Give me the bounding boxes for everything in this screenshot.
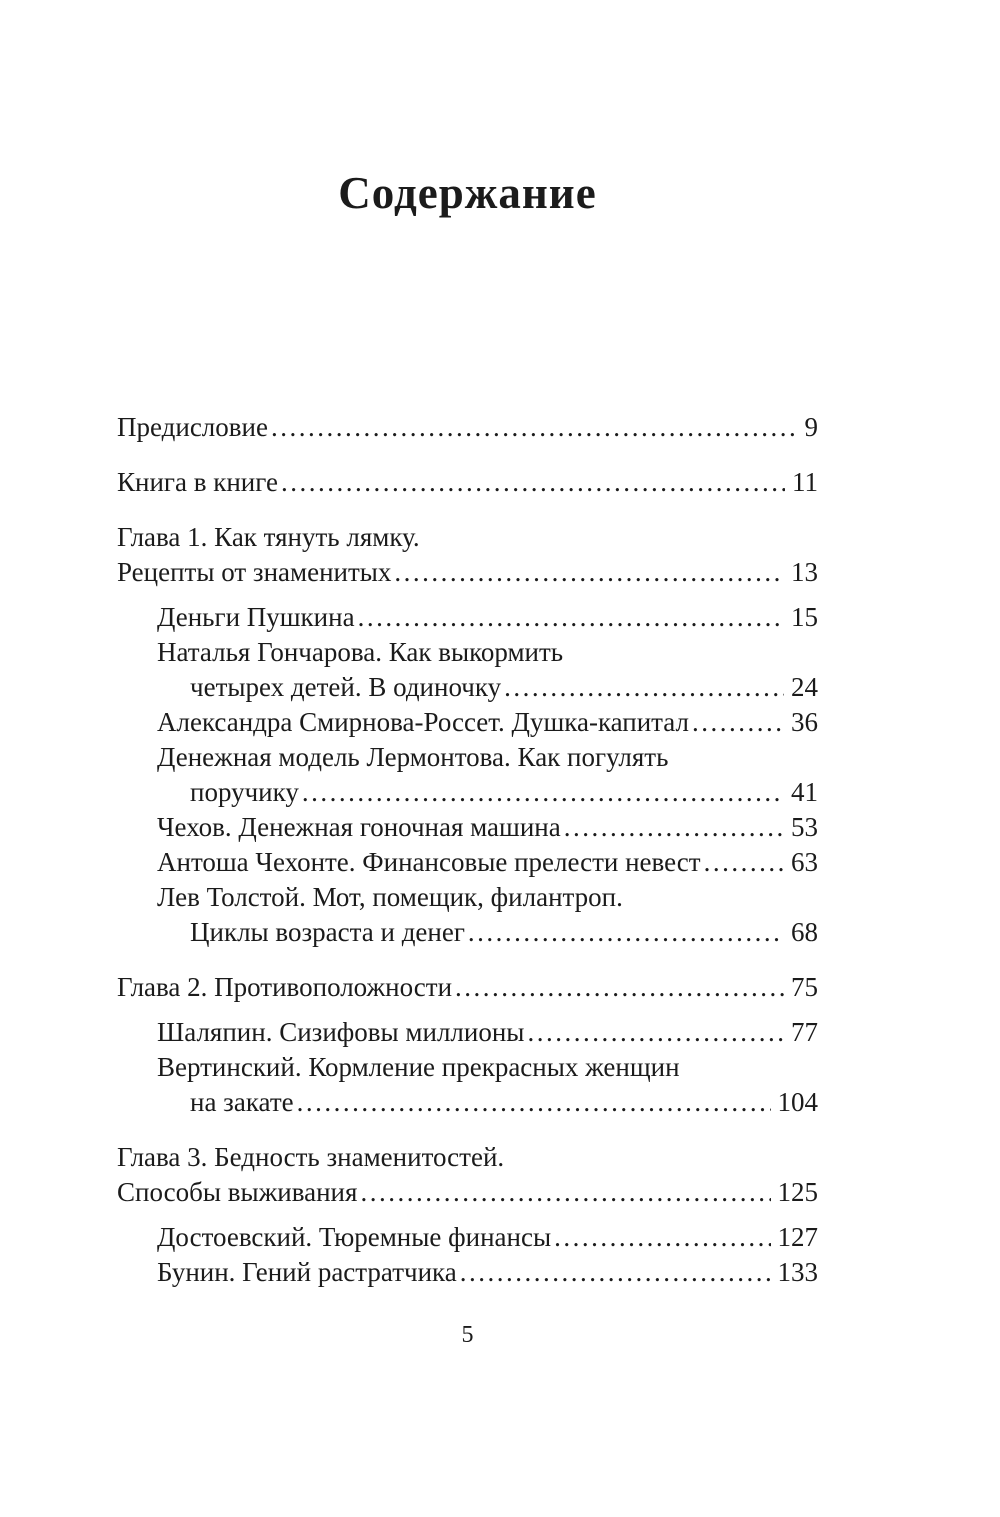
toc-page-number: 41 bbox=[791, 777, 818, 807]
toc-entry-title: четырех детей. В одиночку bbox=[190, 672, 502, 702]
toc-entry-title: Глава 2. Противоположности bbox=[117, 972, 453, 1002]
toc-page-number: 15 bbox=[791, 602, 818, 632]
toc-entry-line bbox=[117, 555, 818, 590]
toc-page-number: 68 bbox=[791, 917, 818, 947]
toc-page-number: 133 bbox=[777, 1257, 818, 1287]
toc-entry-line bbox=[117, 880, 818, 915]
toc-dot-leader bbox=[302, 775, 784, 810]
toc-entry-title: Глава 1. Как тянуть лямку. bbox=[117, 522, 420, 552]
toc-list bbox=[117, 410, 818, 1290]
toc-entry-title: Лев Толстой. Мот, помещик, филантроп. bbox=[157, 882, 623, 912]
toc-page-number: 77 bbox=[791, 1017, 818, 1047]
toc-entry-title: Глава 3. Бедность знаменитостей. bbox=[117, 1142, 505, 1172]
toc-dot-leader bbox=[455, 970, 784, 1005]
toc-entry-line bbox=[117, 1175, 818, 1210]
toc-entry-line bbox=[117, 1085, 818, 1120]
toc-page-number: 11 bbox=[792, 467, 818, 497]
toc-entry-line bbox=[117, 705, 818, 740]
toc-page-number: 9 bbox=[804, 412, 818, 442]
toc-entry-line bbox=[117, 1140, 818, 1175]
toc-dot-leader bbox=[554, 1220, 770, 1255]
toc-entry-line bbox=[117, 1050, 818, 1085]
toc-dot-leader bbox=[468, 915, 784, 950]
toc-entry-title: Вертинский. Кормление прекрасных женщин bbox=[157, 1052, 680, 1082]
toc-entry-title: Наталья Гончарова. Как выкормить bbox=[157, 637, 564, 667]
toc-entry-line bbox=[117, 915, 818, 950]
toc-entry-line bbox=[117, 465, 818, 500]
page-title: Содержание bbox=[338, 168, 597, 218]
toc-dot-leader bbox=[504, 670, 784, 705]
toc-entry-title: Шаляпин. Сизифовы миллионы bbox=[157, 1017, 525, 1047]
toc-entry-line bbox=[117, 635, 818, 670]
toc-entry-title: Рецепты от знаменитых bbox=[117, 557, 392, 587]
toc-entry-line bbox=[117, 410, 818, 445]
toc-dot-leader bbox=[460, 1255, 771, 1290]
toc-entry-title: Бунин. Гений растратчика bbox=[157, 1257, 457, 1287]
toc-entry-title: Предисловие bbox=[117, 412, 268, 442]
toc-page-number: 53 bbox=[791, 812, 818, 842]
toc-entry-line bbox=[117, 1015, 818, 1050]
toc-entry-title: Денежная модель Лермонтова. Как погулять bbox=[157, 742, 669, 772]
toc-dot-leader bbox=[297, 1085, 771, 1120]
toc-dot-leader bbox=[527, 1015, 784, 1050]
toc-page-number: 127 bbox=[777, 1222, 818, 1252]
toc-entry-line bbox=[117, 810, 818, 845]
toc-entry-line bbox=[117, 970, 818, 1005]
toc-page-number: 24 bbox=[791, 672, 818, 702]
toc-dot-leader bbox=[704, 845, 784, 880]
toc-entry-title: Деньги Пушкина bbox=[157, 602, 355, 632]
toc-entry-title: Книга в книге bbox=[117, 467, 278, 497]
toc-page-number: 104 bbox=[777, 1087, 818, 1117]
toc-entry-title: Достоевский. Тюремные финансы bbox=[157, 1222, 552, 1252]
toc-entry-title: Антоша Чехонте. Финансовые прелести невест bbox=[157, 847, 701, 877]
toc-entry-title: Способы выживания bbox=[117, 1177, 358, 1207]
toc-entry-line bbox=[117, 775, 818, 810]
toc-entry-title: Циклы возраста и денег bbox=[190, 917, 465, 947]
toc-page-number: 36 bbox=[791, 707, 818, 737]
toc-page-number: 63 bbox=[791, 847, 818, 877]
toc-dot-leader bbox=[394, 555, 784, 590]
toc-dot-leader bbox=[358, 600, 784, 635]
toc-entry-line bbox=[117, 600, 818, 635]
toc-entry-title: Чехов. Денежная гоночная машина bbox=[157, 812, 561, 842]
toc-dot-leader bbox=[564, 810, 784, 845]
toc-entry-line bbox=[117, 845, 818, 880]
toc-page-number: 13 bbox=[791, 557, 818, 587]
toc-entry-line bbox=[117, 1220, 818, 1255]
toc-dot-leader bbox=[360, 1175, 770, 1210]
toc-dot-leader bbox=[692, 705, 784, 740]
toc-entry-title: Александра Смирнова-Россет. Душка-капитал bbox=[157, 707, 689, 737]
toc-entry-line bbox=[117, 740, 818, 775]
toc-page-number: 125 bbox=[777, 1177, 818, 1207]
toc-entry-title: на закате bbox=[190, 1087, 294, 1117]
toc-entry-line bbox=[117, 1255, 818, 1290]
toc-page-number: 75 bbox=[791, 972, 818, 1002]
toc-dot-leader bbox=[271, 410, 798, 445]
toc-dot-leader bbox=[281, 465, 785, 500]
folio-page-number: 5 bbox=[461, 1322, 474, 1348]
toc-entry-line bbox=[117, 520, 818, 555]
toc-entry-title: поручику bbox=[190, 777, 299, 807]
toc-entry-line bbox=[117, 670, 818, 705]
